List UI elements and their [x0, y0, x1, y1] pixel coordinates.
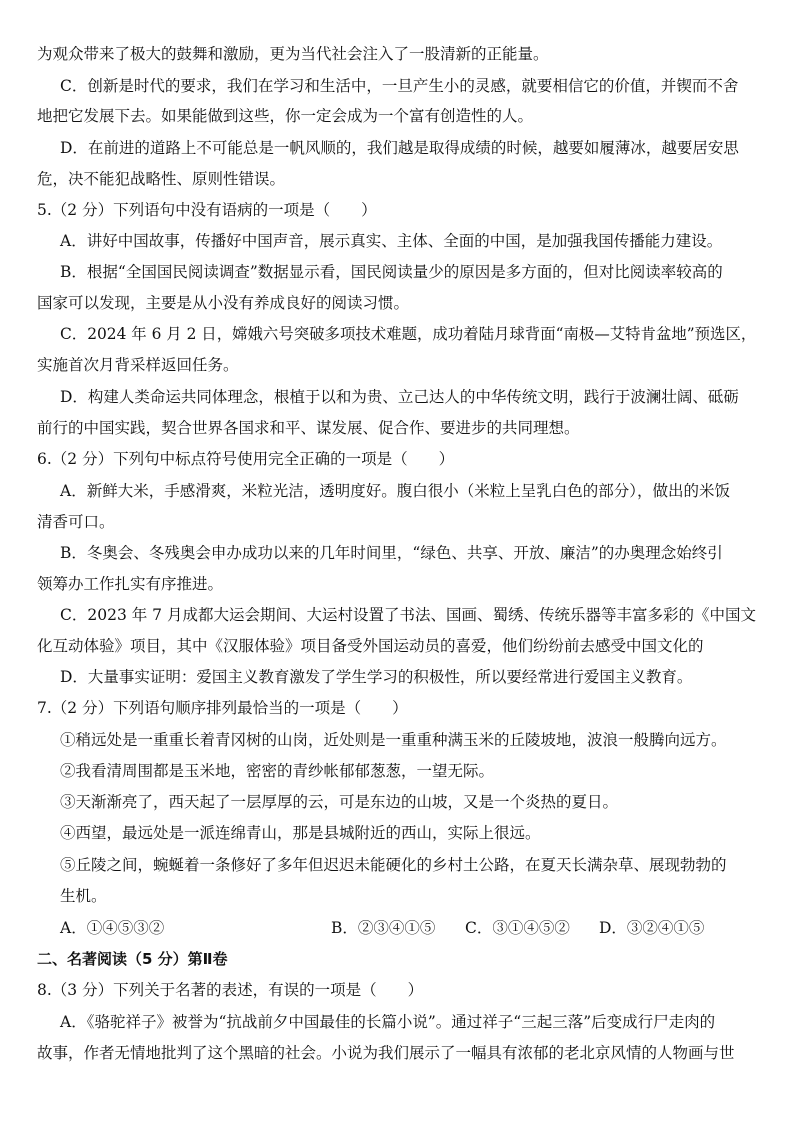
question-7-option-d: D．③②④①⑤ [599, 919, 705, 937]
question-5-option-c: C．2024 年 6 月 2 日，嫦娥六号突破多项技术难题，成功着陆月球背面“南极—艾特肯盆地”预选区， [60, 325, 757, 343]
sentence-2: ②我看清周围都是玉米地，密密的青纱帐郁郁葱葱，一望无际。 [60, 762, 495, 780]
text-line: 前行的中国实践，契合世界各国求和平、谋发展、促合作、要进步的共同理想。 [37, 419, 580, 437]
text-line: 故事，作者无情地批判了这个黑暗的社会。小说为我们展示了一幅具有浓郁的老北京风情的人物画与世 [37, 1044, 735, 1062]
text-line: 清香可口。 [37, 513, 115, 531]
question-6-option-b: B．冬奥会、冬残奥会申办成功以来的几年时间里，“绿色、共享、开放、廉洁”的办奥理念始终引 [60, 544, 723, 562]
option-d-line: D．在前进的道路上不可能总是一帆风顺的，我们越是取得成绩的时候，越要如履薄冰，越要居安思 [60, 139, 739, 157]
option-c-line: C．创新是时代的要求，我们在学习和生活中，一旦产生小的灵感，就要相信它的价值，并锲而不舍 [60, 77, 739, 95]
section-heading: 二、名著阅读（5 分）第Ⅱ卷 [37, 950, 228, 968]
text-line: 危，决不能犯战略性、原则性错误。 [37, 170, 286, 188]
text-line: 为观众带来了极大的鼓舞和激励，更为当代社会注入了一股清新的正能量。 [37, 45, 549, 63]
question-7-option-b: B．②③④①⑤ [331, 919, 436, 937]
question-8-stem: 8.（3 分）下列关于名著的表述，有误的一项是（ ） [37, 981, 424, 999]
question-6-option-a: A．新鲜大米，手感滑爽，米粒光洁，透明度好。腹白很小（米粒上呈乳白色的部分），做出的米饭 [60, 482, 730, 500]
text-line: 化互动体验》项目，其中《汉服体验》项目备受外国运动员的喜爱，他们纷纷前去感受中国文化的 [37, 637, 704, 655]
question-5-option-b: B．根据“全国国民阅读调查”数据显示看，国民阅读量少的原因是多方面的，但对比阅读率较高的 [60, 263, 723, 281]
text-line: 国家可以发现，主要是从小没有养成良好的阅读习惯。 [37, 294, 410, 312]
sentence-1: ①稍远处是一重重长着青冈树的山岗，近处则是一重重种满玉米的丘陵坡地，波浪一般腾向远方。 [60, 731, 727, 749]
sentence-5: ⑤丘陵之间，蜿蜒着一条修好了多年但迟迟未能硬化的乡村土公路，在夏天长满杂草、展现勃勃的 [60, 856, 727, 874]
sentence-3: ③天渐渐亮了，西天起了一层厚厚的云，可是东边的山坡，又是一个炎热的夏日。 [60, 793, 619, 811]
question-5-option-d: D．构建人类命运共同体理念，根植于以和为贵、立己达人的中华传统文明，践行于波澜壮阔、砥砺 [60, 388, 739, 406]
text-line: 生机。 [60, 887, 107, 905]
question-8-option-a: A．《骆驼祥子》被誉为“抗战前夕中国最佳的长篇小说”。通过祥子“三起三落”后变成行尸走肉的 [60, 1013, 716, 1031]
question-7-stem: 7.（2 分）下列语句顺序排列最恰当的一项是（ ） [37, 699, 408, 717]
question-6-option-c: C．2023 年 7 月成都大运会期间、大运村设置了书法、国画、蜀绣、传统乐器等丰富多彩的《中国文 [60, 606, 756, 624]
question-7-option-a: A．①④⑤③② [60, 919, 165, 937]
question-6-option-d: D．大量事实证明：爱国主义教育激发了学生学习的积极性，所以要经常进行爱国主义教育。 [60, 668, 693, 686]
question-7-option-c: C．③①④⑤② [465, 919, 570, 937]
text-line: 领筹办工作扎实有序推进。 [37, 575, 224, 593]
sentence-4: ④西望，最远处是一派连绵青山，那是县城附近的西山，实际上很远。 [60, 824, 541, 842]
question-5-stem: 5.（2 分）下列语句中没有语病的一项是（ ） [37, 201, 377, 219]
text-line: 实施首次月背采样返回任务。 [37, 356, 239, 374]
question-6-stem: 6.（2 分）下列句中标点符号使用完全正确的一项是（ ） [37, 450, 455, 468]
question-5-option-a: A．讲好中国故事，传播好中国声音，展示真实、主体、全面的中国，是加强我国传播能力建设。 [60, 232, 723, 250]
text-line: 地把它发展下去。如果能做到这些，你一定会成为一个富有创造性的人。 [37, 107, 534, 125]
